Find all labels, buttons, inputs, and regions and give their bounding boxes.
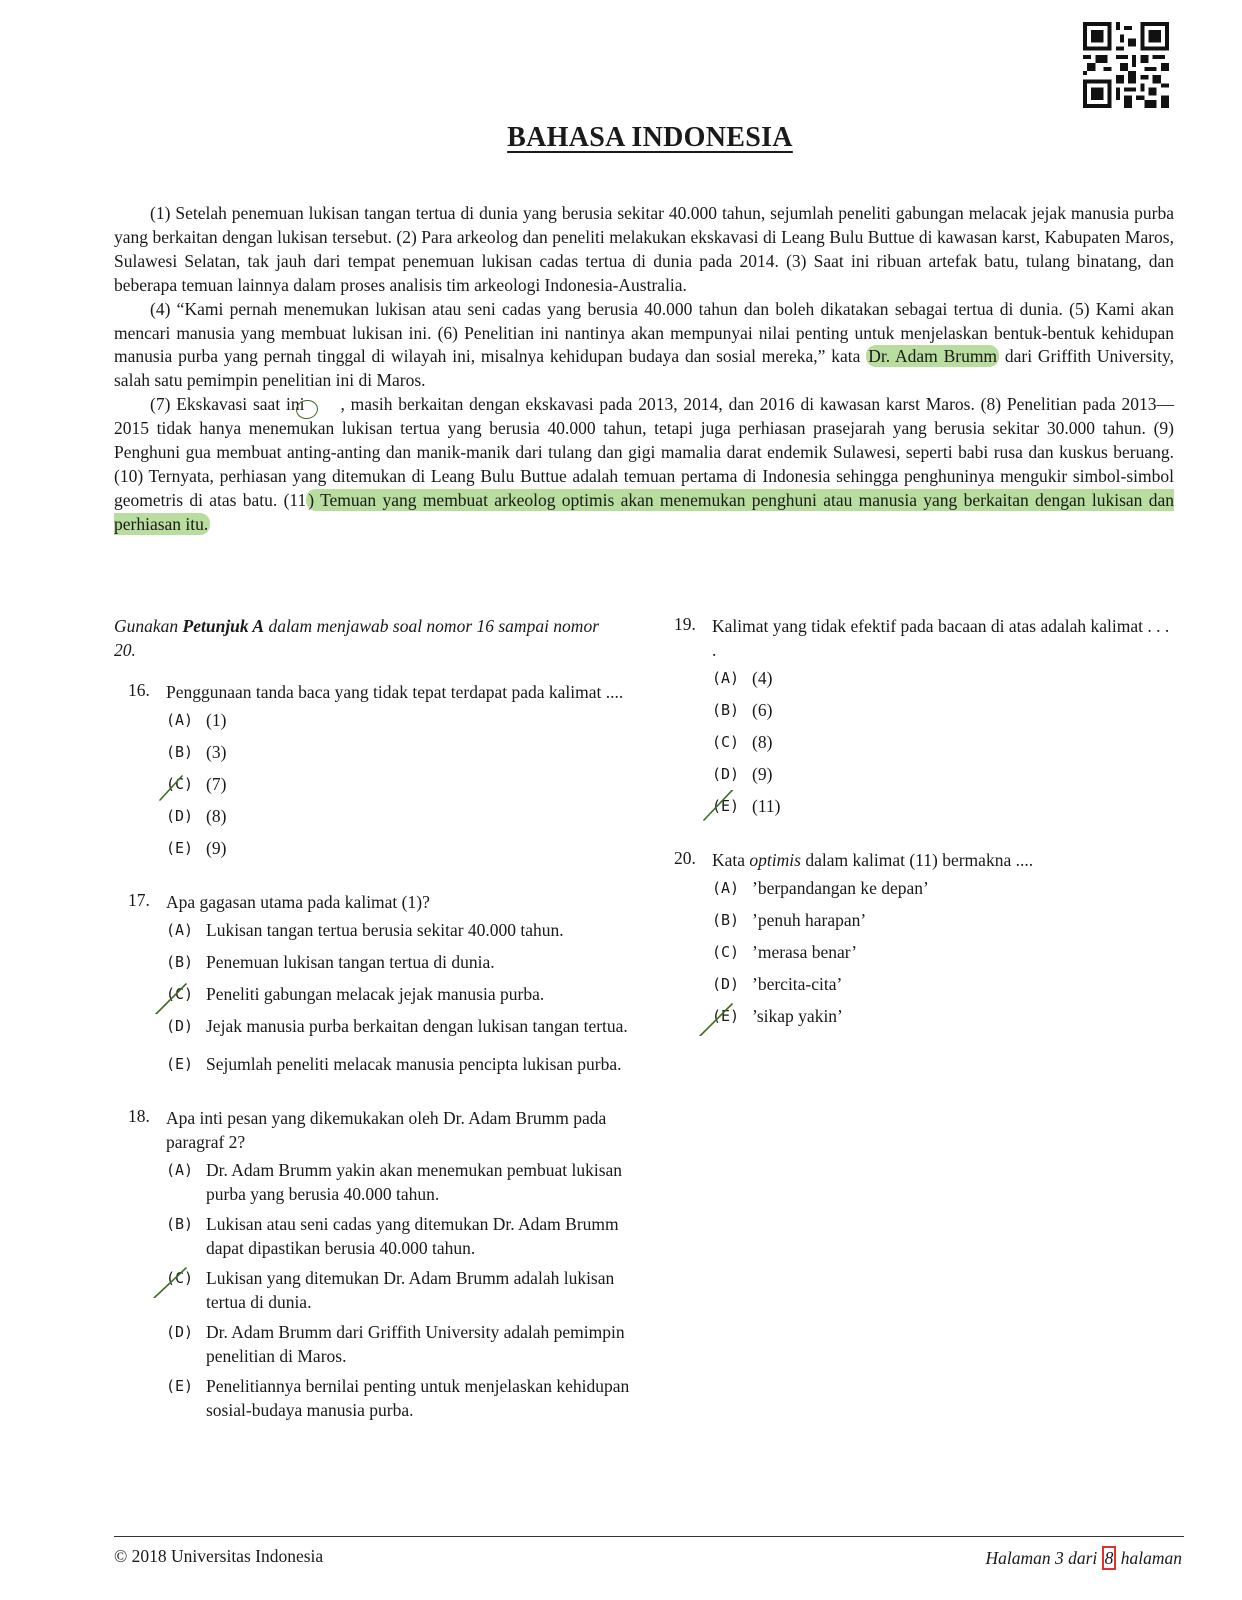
- option-label: (E): [166, 1055, 194, 1073]
- options-list: [114, 918, 634, 1084]
- question-text: Apa gagasan utama pada kalimat (1)?: [166, 892, 430, 912]
- qr-code-icon: [1083, 22, 1169, 108]
- option-label: (C): [712, 733, 740, 751]
- question-text: Apa inti pesan yang dikemukakan oleh Dr. Adam Brumm pada paragraf 2?: [166, 1108, 607, 1152]
- option-text: (6): [752, 700, 773, 720]
- option-label: (D): [166, 1323, 194, 1341]
- paragraph-1: (1) Setelah penemuan lukisan tangan tertua di dunia yang berusia sekitar 40.000 tahun, sejumlah peneliti gabungan melacak jejak manusia purba yang berkaitan dengan lukisan tersebut. (2) Para arkeolog dan peneliti melakukan ekskavasi di Leang Bulu Buttue di kawasan karst, Kabupaten Maros, Sulawesi Selatan, tak jauh dari tempat penemuan lukisan cadas tertua di dunia pada 2014. (3) Saat ini ribuan artefak batu, tulang binatang, dan beberapa temuan lainnya dalam proses analisis tim arkeologi Indonesia-Australia.: [114, 203, 1174, 295]
- option-c[interactable]: [676, 940, 1176, 972]
- question-18: [114, 1106, 634, 1422]
- options-list: [114, 1158, 634, 1422]
- option-text: (7): [206, 774, 227, 794]
- option-text: (8): [752, 732, 773, 752]
- option-label: (A): [712, 879, 740, 897]
- option-text: ’bercita-cita’: [752, 974, 843, 994]
- option-b[interactable]: [114, 1212, 634, 1260]
- page-title: BAHASA INDONESIA: [507, 122, 793, 153]
- option-text: ’penuh harapan’: [752, 910, 867, 930]
- option-e[interactable]: [114, 836, 634, 868]
- option-a[interactable]: [114, 708, 634, 740]
- option-d[interactable]: [676, 762, 1176, 794]
- option-e[interactable]: [676, 794, 1176, 826]
- question-number: 16.: [128, 680, 150, 700]
- question-19: [676, 614, 1176, 826]
- option-label: (A): [166, 921, 194, 939]
- option-label: (B): [166, 743, 194, 761]
- option-text: Penelitiannya bernilai penting untuk menjelaskan kehidupan sosial-budaya manusia purba.: [206, 1376, 630, 1420]
- option-d[interactable]: [676, 972, 1176, 1004]
- question-text: Penggunaan tanda baca yang tidak tepat terdapat pada kalimat ....: [166, 682, 624, 702]
- option-e[interactable]: [114, 1052, 634, 1084]
- instructions-bold: Petunjuk A: [182, 616, 265, 636]
- question-text: [676, 848, 1176, 872]
- option-text: Sejumlah peneliti melacak manusia pencipta lukisan purba.: [206, 1054, 622, 1074]
- question-20: [676, 848, 1176, 1036]
- option-text: ’merasa benar’: [752, 942, 858, 962]
- question-text-italic: optimis: [749, 850, 801, 870]
- option-label: (D): [166, 807, 194, 825]
- option-label: (E): [166, 1377, 194, 1395]
- highlight-sentence-11: ) Temuan yang membuat arkeolog optimis akan menemukan penghuni atau manusia yang berkaitan dengan lukisan dan perhiasan itu.: [114, 489, 1174, 534]
- option-label: (B): [166, 953, 194, 971]
- question-text-a: Kata: [712, 850, 750, 870]
- option-d[interactable]: [114, 1014, 634, 1046]
- option-d[interactable]: [114, 804, 634, 836]
- option-c[interactable]: [114, 982, 634, 1014]
- option-e[interactable]: [676, 1004, 1176, 1036]
- option-label: (D): [712, 975, 740, 993]
- option-text: Jejak manusia purba berkaitan dengan lukisan tangan tertua.: [206, 1016, 628, 1036]
- option-label: (B): [166, 1215, 194, 1233]
- option-e[interactable]: [114, 1374, 634, 1422]
- option-label: (A): [166, 711, 194, 729]
- footer-divider: [114, 1536, 1184, 1537]
- question-16: [114, 680, 634, 868]
- option-a[interactable]: [114, 1158, 634, 1206]
- paragraph-2-text-b: dari Griffith University, salah satu pemimpin penelitian ini di Maros.: [114, 346, 1175, 391]
- option-label: (E): [166, 839, 194, 857]
- option-text: Dr. Adam Brumm yakin akan menemukan pembuat lukisan purba yang berusia 40.000 tahun.: [206, 1160, 623, 1204]
- reading-passage: [114, 202, 1174, 537]
- option-label: (B): [712, 911, 740, 929]
- question-text: Kalimat yang tidak efektif pada bacaan di atas adalah kalimat . . . .: [712, 616, 1170, 660]
- option-text: ’sikap yakin’: [752, 1006, 843, 1026]
- option-text: ’berpandangan ke depan’: [752, 878, 929, 898]
- option-label: (C): [166, 1269, 194, 1287]
- question-17: [114, 890, 634, 1084]
- question-number: 20.: [674, 848, 696, 868]
- option-text: (1): [206, 710, 227, 730]
- instructions-text-b: dalam menjawab soal nomor 16 sampai nomor 20.: [114, 616, 600, 660]
- option-label: (A): [166, 1161, 194, 1179]
- option-text: Lukisan yang ditemukan Dr. Adam Brumm adalah lukisan tertua di dunia.: [206, 1268, 615, 1312]
- option-a[interactable]: [676, 876, 1176, 908]
- page-total-boxed: 8: [1102, 1546, 1117, 1570]
- option-c[interactable]: [114, 1266, 634, 1314]
- paragraph-2: [114, 298, 1174, 394]
- paragraph-3-text-a: (7) Ekskavasi saat ini: [150, 394, 305, 415]
- option-d[interactable]: [114, 1320, 634, 1368]
- page-number-text-a: Halaman 3 dari: [985, 1548, 1102, 1568]
- option-text: (8): [206, 806, 227, 826]
- option-label: (D): [712, 765, 740, 783]
- option-b[interactable]: [114, 950, 634, 982]
- paragraph-2-text-a: (4) “Kami pernah menemukan lukisan atau seni cadas yang berusia 40.000 tahun dan boleh dikatakan sebagai tertua di dunia. (5) Kami akan mencari manusia yang membuat lukisan ini. (6) Penelitian ini nantinya akan mempunyai nilai penting untuk menjelaskan bentuk-bentuk kehidupan manusia purba yang pernah tinggal di wilayah ini, misalnya kehidupan budaya dan sosial mereka,” kata: [114, 298, 1174, 367]
- option-text: (9): [206, 838, 227, 858]
- option-c[interactable]: [676, 730, 1176, 762]
- circled-comma-mark: ,: [304, 393, 344, 417]
- option-a[interactable]: [676, 666, 1176, 698]
- page-number-text-b: halaman: [1116, 1548, 1182, 1568]
- option-label: (E): [712, 797, 740, 815]
- paragraph-3-text-b: masih berkaitan dengan ekskavasi pada 2013, 2014, dan 2016 di kawasan karst Maros. (8) Penelitian pada 2013—2015 tidak hanya menemukan lukisan tertua yang berusia 40.000 tahun, tetapi juga perhiasan prasejarah yang berusia sekitar 30.000 tahun. (9) Penghuni gua membuat anting-anting dan manik-manik dari tulang dan gigi mamalia darat endemik Sulawesi, seperti babi rusa dan kuskus beruang. (10) Ternyata, perhiasan yang ditemukan di Leang Bulu Buttue adalah temuan pertama di Indonesia sehingga penghuninya mengukir simbol-simbol geometris di atas batu. (11: [114, 394, 1174, 510]
- option-label: (D): [166, 1017, 194, 1035]
- option-text: Penemuan lukisan tangan tertua di dunia.: [206, 952, 495, 972]
- option-text: Peneliti gabungan melacak jejak manusia purba.: [206, 984, 545, 1004]
- question-number: 18.: [128, 1106, 150, 1126]
- option-a[interactable]: [114, 918, 634, 950]
- option-label: (A): [712, 669, 740, 687]
- option-label: (C): [712, 943, 740, 961]
- option-b[interactable]: [114, 740, 634, 772]
- question-number: 19.: [674, 614, 696, 634]
- left-column: [114, 614, 634, 1444]
- options-list: [114, 708, 634, 868]
- option-label: (E): [712, 1007, 740, 1025]
- options-list: [676, 876, 1176, 1036]
- option-text: (11): [752, 796, 781, 816]
- page-number: [962, 1546, 1182, 1570]
- option-label: (B): [712, 701, 740, 719]
- copyright: © 2018 Universitas Indonesia: [114, 1546, 324, 1566]
- highlight-adam-brumm: Dr. Adam Brumm: [868, 346, 998, 367]
- right-column: [676, 614, 1176, 1058]
- option-b[interactable]: [676, 908, 1176, 940]
- option-text: (9): [752, 764, 773, 784]
- instructions-text-a: Gunakan: [114, 616, 183, 636]
- option-c[interactable]: [114, 772, 634, 804]
- option-text: (4): [752, 668, 773, 688]
- question-text-b: dalam kalimat (11) bermakna ....: [800, 850, 1034, 870]
- paragraph-3: [114, 393, 1174, 536]
- option-label: (C): [166, 775, 194, 793]
- option-text: (3): [206, 742, 227, 762]
- question-number: 17.: [128, 890, 150, 910]
- option-text: Lukisan tangan tertua berusia sekitar 40.000 tahun.: [206, 920, 564, 940]
- option-label: (C): [166, 985, 194, 1003]
- option-b[interactable]: [676, 698, 1176, 730]
- options-list: [676, 666, 1176, 826]
- option-text: Lukisan atau seni cadas yang ditemukan Dr. Adam Brumm dapat dipastikan berusia 40.000 tahun.: [206, 1214, 619, 1258]
- option-text: Dr. Adam Brumm dari Griffith University adalah pemimpin penelitian di Maros.: [206, 1322, 625, 1366]
- instructions: [114, 614, 614, 662]
